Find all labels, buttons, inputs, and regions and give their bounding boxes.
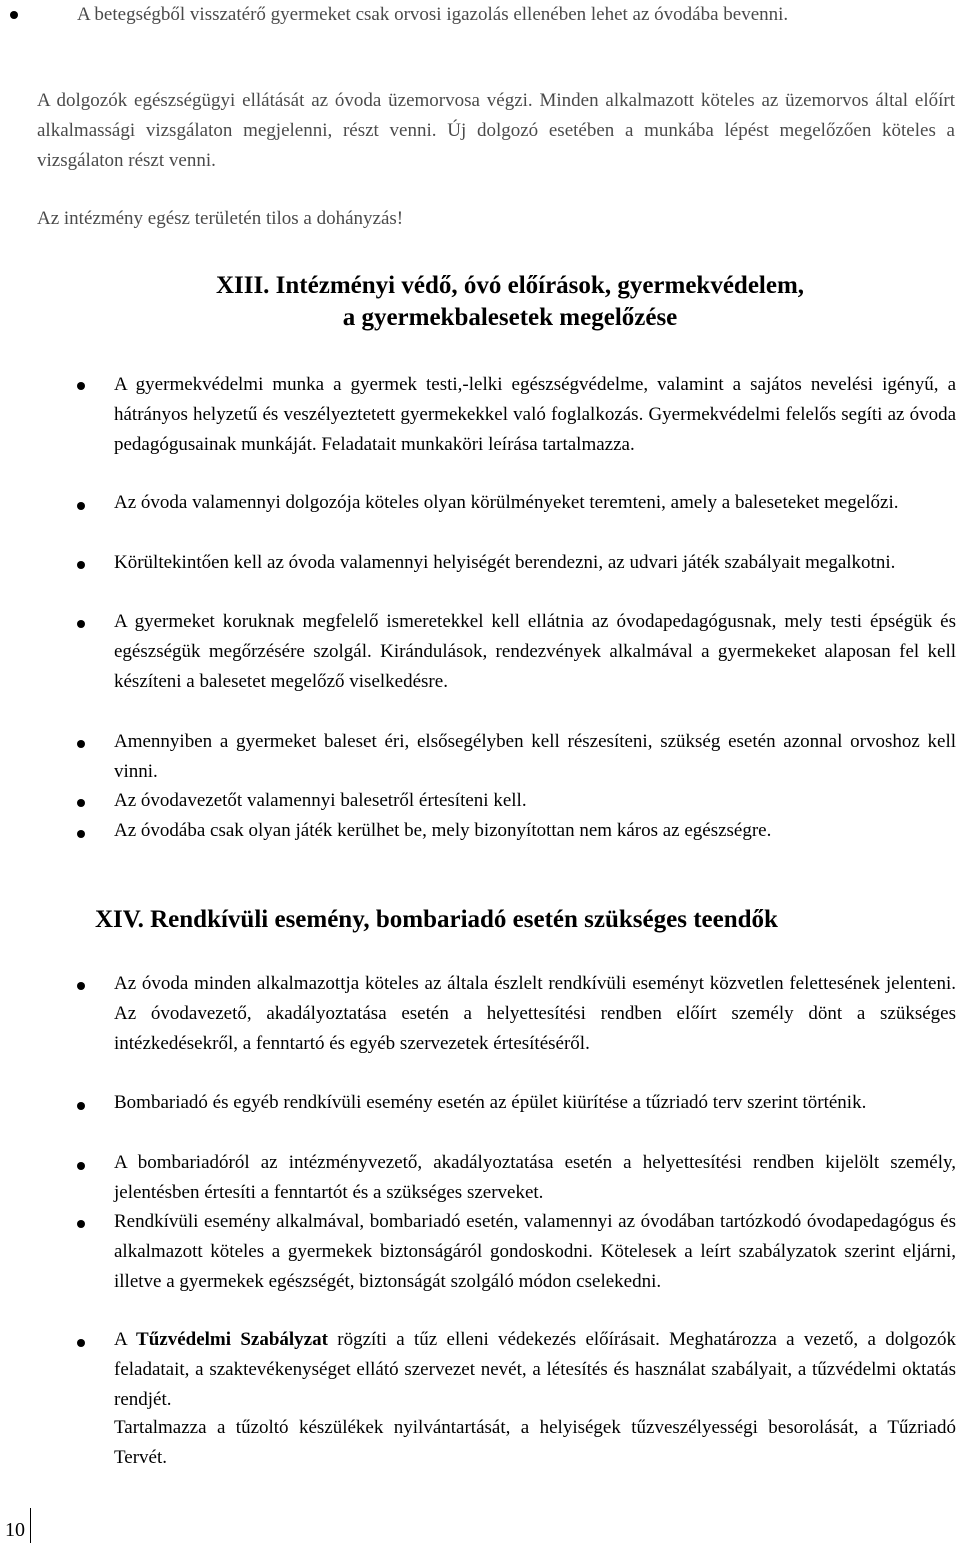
bullet-icon: [77, 982, 85, 990]
bullet-icon: [77, 502, 85, 510]
list-item-text: Az óvoda minden alkalmazottja köteles az általa észlelt rendkívüli eseményt közvetlen felettesének jelenteni. Az óvodavezető, akadályoztatása esetén a helyettesítési rendben előírt személy dönt a szükséges intézkedésekről, a fenntartó és egyéb szervezetek értesítéséről.: [114, 973, 956, 1054]
margin-divider: [30, 1508, 31, 1543]
list-item-text-fire-safety: [114, 1325, 956, 1415]
bullet-icon: [77, 620, 85, 628]
list-item-text: A bombariadóról az intézményvezető, akadályoztatása esetén a helyettesítési rendben kijelölt személy, jelentésben értesíti a fenntartót és a szükséges szerveket.: [114, 1152, 956, 1203]
bullet-icon: [77, 799, 85, 807]
list-item-text: Körültekintően kell az óvoda valamennyi helyiségét berendezni, az udvari játék szabályait megalkotni.: [114, 552, 896, 573]
intro-paragraph-smoking: Az intézmény egész területén tilos a dohányzás!: [37, 208, 404, 229]
list-item-text: A gyermeket koruknak megfelelő ismeretekkel kell ellátnia az óvodapedagógusnak, mely testi épségük és egészségük megőrzésére szolgál. Kirándulások, rendezvények alkalmával a gyermekeket alaposan fel kell készíteni a balesetet megelőző viselkedésre.: [114, 611, 956, 692]
bullet-icon: [77, 1102, 85, 1110]
bullet-icon: [10, 11, 18, 19]
bullet-icon: [77, 740, 85, 748]
section-13-title-line1: XIII. Intézményi védő, óvó előírások, gyermekvédelem,: [215, 272, 805, 299]
section-13-title-line2: a gyermekbalesetek megelőzése: [342, 304, 678, 331]
list-item-text: Az óvodába csak olyan játék kerülhet be, mely bizonyítottan nem káros az egészségre.: [114, 820, 772, 841]
list-item-text: A gyermekvédelmi munka a gyermek testi,-lelki egészségvédelme, valamint a sajátos nevelési igényű, a hátrányos helyzetű és veszélyeztetett gyermekekkel való foglalkozás. Gyermekvédelmi felelős segíti az óvoda pedagógusainak munkáját. Feladatait munkaköri leírása tartalmazza.: [114, 374, 956, 455]
bullet-icon: [77, 1162, 85, 1170]
list-item-text: Amennyiben a gyermeket baleset éri, elsősegélyben kell részesíteni, szükség esetén azonnal orvoshoz kell vinni.: [114, 731, 956, 782]
bullet-icon: [77, 382, 85, 390]
list-item-text: Az óvodavezetőt valamennyi balesetről értesíteni kell.: [114, 790, 527, 811]
list-item-continuation: Tartalmazza a tűzoltó készülékek nyilvántartását, a helyiségek tűzveszélyességi besorolását, a Tűzriadó Tervét.: [114, 1417, 956, 1468]
section-14-title: XIV. Rendkívüli esemény, bombariadó esetén szükséges teendők: [95, 906, 778, 933]
fire-safety-rest: rögzíti a tűz elleni védekezés előírásait. Meghatározza a vezető, a dolgozók feladatait, a szaktevékenységet ellátó szervezet nevét, a létesítés és használat szabályait, a tűzvédelmi oktatás rendjét.: [114, 1329, 956, 1410]
fire-safety-prefix: A: [114, 1329, 137, 1350]
fire-safety-regulation-name: Tűzvédelmi Szabályzat: [136, 1329, 328, 1350]
bullet-icon: [77, 1220, 85, 1228]
bullet-icon: [77, 561, 85, 569]
intro-paragraph-medical: A dolgozók egészségügyi ellátását az óvoda üzemorvosa végzi. Minden alkalmazott köteles az üzemorvos által előírt alkalmassági vizsgálaton megjelenni, részt venni. Új dolgozó esetében a munkába lépést megelőzően köteles a vizsgálaton részt venni.: [37, 90, 955, 171]
list-item-text: Bombariadó és egyéb rendkívüli esemény esetén az épület kiürítése a tűzriadó terv szerint történik.: [114, 1092, 867, 1113]
section-13-title: [150, 270, 870, 334]
intro-bullet-text: A betegségből visszatérő gyermeket csak orvosi igazolás ellenében lehet az óvodába bevenni.: [77, 4, 789, 25]
list-item-text: Az óvoda valamennyi dolgozója köteles olyan körülményeket teremteni, amely a baleseteket megelőzi.: [114, 492, 899, 513]
page-number: 10: [5, 1519, 25, 1541]
bullet-icon: [77, 1339, 85, 1347]
bullet-icon: [77, 830, 85, 838]
list-item-text: Rendkívüli esemény alkalmával, bombariadó esetén, valamennyi az óvodában tartózkodó óvodapedagógus és alkalmazott köteles a gyermekek biztonságáról gondoskodni. Kötelesek a leírt szabályzatok szerint eljárni, illetve a gyermekek egészségét, biztonságát szolgáló módon cselekedni.: [114, 1211, 956, 1292]
